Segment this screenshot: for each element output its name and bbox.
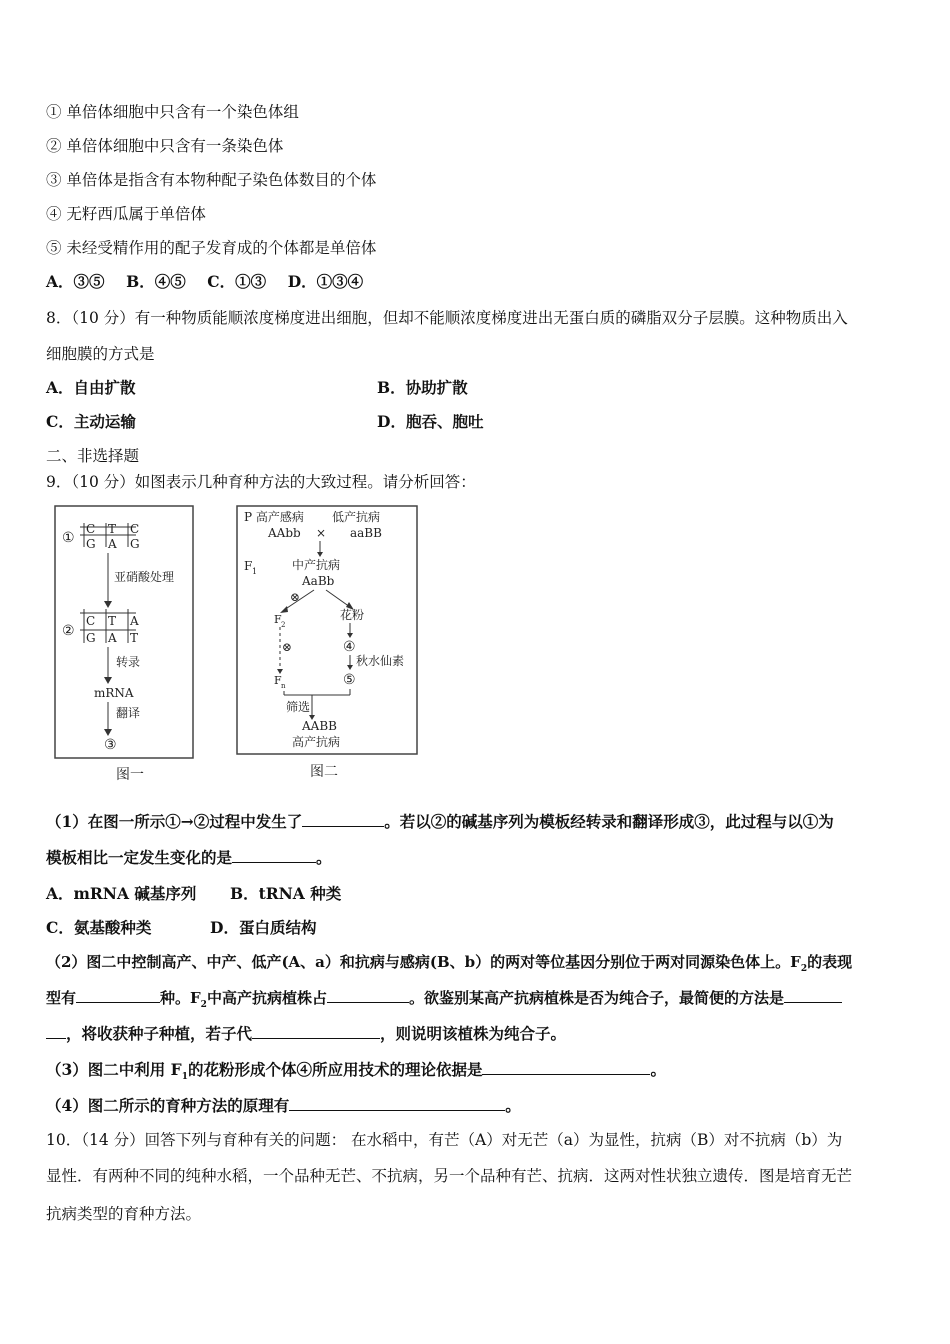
fig1-circle-3: ③ <box>104 737 117 753</box>
q9-part2-text-h: ，则说明该植株为纯合子。 <box>380 1024 567 1043</box>
fig2-fn-sub: n <box>281 682 286 690</box>
fig2-p-left: P 高产感病 <box>244 510 304 524</box>
q9-part4-text-a: （4）图二所示的育种方法的原理有 <box>46 1096 290 1115</box>
fig1-top2-base-3: A <box>130 614 139 628</box>
fig1-circle-1: ① <box>62 530 75 546</box>
q9-part3-sub: 1 <box>181 1072 188 1083</box>
q7-item-5: ⑤ 未经受精作用的配子发育成的个体都是单倍体 <box>46 239 377 257</box>
fig1-top-base-3: C <box>130 522 140 536</box>
q9-part4 <box>46 1096 521 1116</box>
answer-blank-7[interactable] <box>482 1060 650 1075</box>
fig2-circle-5: ⑤ <box>343 672 356 688</box>
q9-part2-text-a: （2）图二中控制高产、中产、低产(A、a）和抗病与感病(B、b）的两对等位基因分别位于两对同源染色体上。F <box>46 953 801 971</box>
q7-options: A．③⑤ B．④⑤ C．①③ D．①③④ <box>46 272 364 291</box>
fig2-pollen: 花粉 <box>340 608 365 622</box>
fig2-cross: × <box>316 526 327 540</box>
fig2-colchicine: 秋水仙素 <box>356 654 405 668</box>
q9-part2-text-g: ，将收获种子种植，若子代 <box>66 1024 253 1043</box>
fig1-step-transcription: 转录 <box>116 655 141 669</box>
q9-part3-text-a: （3）图二中利用 F <box>46 1060 182 1079</box>
fig2-caption: 图二 <box>310 764 338 780</box>
fig1-top-base-2: T <box>108 522 117 536</box>
fig1-mrna: mRNA <box>94 686 134 700</box>
q9-part2-line1 <box>46 952 852 979</box>
fig2-result-geno: AABB <box>302 719 337 733</box>
fig2-self-2: ⊗ <box>282 640 293 654</box>
fig1-caption: 图一 <box>116 767 144 783</box>
q9-part1-text-b: 。若以②的碱基序列为模板经转录和翻译形成③，此过程与以①为 <box>384 812 834 831</box>
fig2-fn: F <box>274 674 282 687</box>
q8-stem-line1: 8．（10 分）有一种物质能顺浓度梯度进出细胞，但却不能顺浓度梯度进出无蛋白质的磷脂双分子层膜。这种物质出入 <box>46 309 848 327</box>
q9-part2-text-e: 中高产抗病植株占 <box>206 989 327 1007</box>
q9-part2-sub2: 2 <box>200 1000 207 1010</box>
fig1-bottom-base-2: A <box>108 537 117 551</box>
answer-blank-3[interactable] <box>76 988 160 1003</box>
answer-blank-5[interactable] <box>784 988 842 1003</box>
q7-item-4: ④ 无籽西瓜属于单倍体 <box>46 205 206 223</box>
q9-stem: 9．（10 分）如图表示几种育种方法的大致过程。请分析回答： <box>46 473 476 491</box>
section-heading: 二、非选择题 <box>46 447 140 465</box>
q9-part1-line2 <box>46 848 332 868</box>
fig1-bottom2-base-2: A <box>108 631 117 645</box>
q9-part3 <box>46 1060 666 1087</box>
q8-option-d: D．胞吞、胞吐 <box>377 412 484 431</box>
figure-1 <box>50 503 200 788</box>
fig1-bottom2-base-3: T <box>130 631 139 645</box>
q9-part1-text-a: （1）在图一所示①→②过程中发生了 <box>46 812 303 831</box>
fig2-p-geno-right: aaBB <box>350 526 382 540</box>
q9-part4-text-b: 。 <box>505 1096 521 1115</box>
fig1-circle-2: ② <box>62 623 75 639</box>
fig2-f1-sub: 1 <box>252 567 258 576</box>
q7-item-1: ① 单倍体细胞中只含有一个染色体组 <box>46 103 299 121</box>
q9-part2-text-c: 型有 <box>46 989 77 1007</box>
fig2-self-1: ⊗ <box>290 590 301 604</box>
fig2-f1-geno: AaBb <box>302 574 335 588</box>
fig2-f1: F <box>244 559 253 573</box>
fig1-bottom-base-3: G <box>130 537 140 551</box>
q9-part1-option-d: D．蛋白质结构 <box>210 918 317 937</box>
answer-blank-8[interactable] <box>289 1096 505 1111</box>
q9-part3-text-b: 的花粉形成个体④所应用技术的理论依据是 <box>187 1060 483 1079</box>
fig2-f2: F <box>274 613 282 626</box>
q8-option-c: C．主动运输 <box>46 412 136 431</box>
answer-blank-2[interactable] <box>232 848 316 863</box>
fig1-bottom-base-1: G <box>86 537 96 551</box>
q9-part1-option-c: C．氨基酸种类 <box>46 918 152 937</box>
fig2-f2-sub: 2 <box>281 621 286 629</box>
q9-part2-line3 <box>46 1024 566 1044</box>
q9-part2-text-d: 种。F <box>160 989 201 1007</box>
fig1-bottom2-base-1: G <box>86 631 96 645</box>
fig1-top2-base-2: T <box>108 614 117 628</box>
q9-part1-line1 <box>46 812 834 832</box>
fig1-step-translation: 翻译 <box>116 706 141 720</box>
q8-option-a: A．自由扩散 <box>46 378 136 397</box>
fig1-step-nitrous-acid: 亚硝酸处理 <box>114 570 175 584</box>
q9-part1-option-b: B．tRNA 种类 <box>230 884 342 903</box>
fig2-circle-4: ④ <box>343 639 356 655</box>
fig1-top2-base-1: C <box>86 614 96 628</box>
q10-line2: 显性．有两种不同的纯种水稻，一个品种无芒、不抗病，另一个品种有芒、抗病．这两对性状独立遗传．图是培育无芒 <box>46 1167 853 1185</box>
q7-item-3: ③ 单倍体是指含有本物种配子染色体数目的个体 <box>46 171 377 189</box>
answer-blank-6[interactable] <box>252 1024 380 1039</box>
q9-part2-sub: 2 <box>800 964 808 974</box>
q10-line1: 10．（14 分）回答下列与育种有关的问题： 在水稻中，有芒（A）对无芒（a）为显性，抗病（B）对不抗病（b）为 <box>46 1131 843 1149</box>
answer-blank-5-cont[interactable] <box>46 1024 66 1039</box>
q9-part1-option-a: A．mRNA 碱基序列 <box>46 884 197 903</box>
q9-part2-line2 <box>46 988 842 1015</box>
fig2-select: 筛选 <box>286 700 311 714</box>
answer-blank-1[interactable] <box>302 812 384 827</box>
fig2-p-geno-left: AAbb <box>268 526 301 540</box>
fig2-result-pheno: 高产抗病 <box>292 735 341 749</box>
q9-part1-text-c: 模板相比一定发生变化的是 <box>46 848 233 867</box>
q9-part2-text-f: 。欲鉴别某高产抗病植株是否为纯合子，最简便的方法是 <box>408 989 784 1007</box>
q8-option-b: B．协助扩散 <box>377 378 468 397</box>
fig2-p-right: 低产抗病 <box>332 510 381 524</box>
q8-stem-line2: 细胞膜的方式是 <box>46 345 155 363</box>
q10-line3: 抗病类型的育种方法。 <box>46 1205 202 1223</box>
fig2-f1-pheno: 中产抗病 <box>292 558 341 572</box>
q7-item-2: ② 单倍体细胞中只含有一条染色体 <box>46 137 284 155</box>
q9-part3-text-c: 。 <box>650 1060 666 1079</box>
q9-part1-text-d: 。 <box>316 848 332 867</box>
figure-2 <box>232 503 422 788</box>
answer-blank-4[interactable] <box>327 988 409 1003</box>
q9-part2-text-b: 的表现 <box>807 953 853 971</box>
fig1-top-base-1: C <box>86 522 96 536</box>
